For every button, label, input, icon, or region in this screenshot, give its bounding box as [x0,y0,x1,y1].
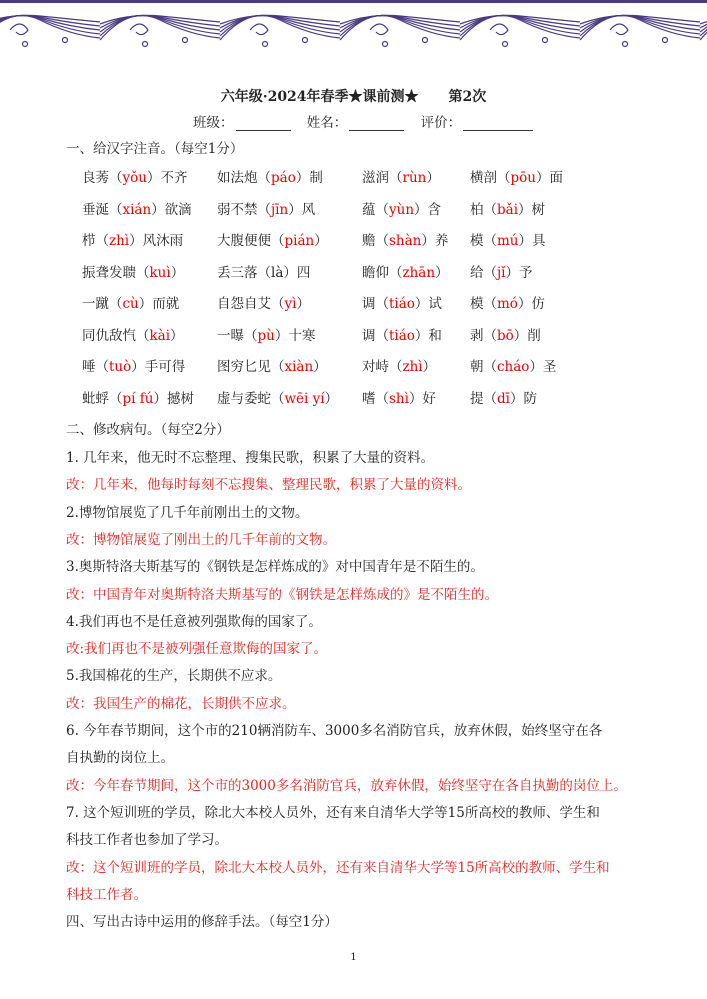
word-text: 唾（ [82,359,109,375]
pinyin-answer: kuì [149,264,171,281]
word-text: ）予 [505,264,533,281]
word-text: ）而就 [138,296,180,312]
word-text: ）十寒 [274,327,316,344]
pinyin-item [217,324,315,344]
word-text: ）撼树 [153,390,194,407]
pinyin-answer: tiáo [389,296,415,312]
word-text: ）养 [421,233,449,249]
corrected-sentence: 改：我国生产的棉花，长期供不应求。 [66,695,296,712]
pinyin-item [362,355,436,375]
corrected-sentence: 改：这个短训班的学员，除北大本校人员外，还有来自清华大学等15所高校的教师、学生和 [66,859,610,876]
pinyin-answer: mú [497,233,519,249]
word-text: ）仿 [517,296,545,312]
word-text: 良莠（ [82,170,123,186]
pinyin-item [217,387,338,407]
session-number: 第2次 [448,89,487,105]
word-text: 瞻仰（ [362,264,403,281]
pinyin-item [470,387,537,407]
pinyin-answer: xiàn [284,359,314,375]
pinyin-item [217,229,328,249]
word-text: ） [313,359,327,375]
word-text: 朝（ [470,359,497,375]
sentence: 自执勤的岗位上。 [66,750,174,767]
corrected-sentence: 改:我们再也不是被列强任意欺侮的国家了。 [66,641,328,658]
sentence: 2.博物馆展览了几千年前刚出土的文物。 [66,504,309,521]
pinyin-item [470,229,546,249]
word-text: 虚与委蛇（ [217,390,285,407]
pinyin-item [362,324,442,344]
word-text: 同仇敌忾（ [82,327,150,344]
corrected-sentence: 改：几年来，他每时每刻不忘搜集、整理民歌，积累了大量的资料。 [66,477,471,494]
word-text: ）圣 [529,359,557,375]
pinyin-item [82,387,194,407]
pinyin-item [470,292,545,312]
pinyin-item [217,198,315,218]
pinyin-item [217,292,310,312]
pinyin-item [362,387,436,407]
word-text: 振聋发聩（ [82,264,150,281]
pinyin-item [82,292,179,312]
pinyin-item [217,261,310,281]
pinyin-item [470,261,533,281]
word-text: 一蹴（ [82,296,123,312]
word-text: ）欲滴 [151,201,192,218]
word-text: ） [426,170,440,186]
word-text: ） [435,264,449,281]
pinyin-answer: tuò [109,359,132,375]
pinyin-answer: yì [284,296,297,312]
word-text: 大腹便便（ [217,233,285,249]
pinyin-answer: dī [497,390,510,407]
pinyin-item [82,166,187,186]
word-text: ）防 [509,390,537,407]
pinyin-item [362,229,448,249]
word-text: 横剖（ [470,170,511,186]
name-label: 姓名： [306,115,348,131]
pinyin-answer: shàn [389,233,422,249]
pinyin-item [362,261,449,281]
pinyin-item [217,166,323,186]
word-text: ） [422,359,437,375]
pinyin-answer: xián [122,201,152,218]
pinyin-answer: yùn [389,201,415,218]
pinyin-item [217,355,327,375]
word-text: 调（ [362,327,389,344]
word-text: 柏（ [470,201,497,218]
word-text: 模（ [470,233,497,249]
class-field[interactable] [236,116,291,131]
word-text: ）削 [513,327,541,344]
word-text: ）风 [288,201,316,218]
word-text: ） [324,390,339,407]
pinyin-answer: jǐ [497,264,506,281]
word-text: ） [170,327,184,344]
pinyin-answer: zhì [402,359,423,375]
word-text: 图穷匕见（ [217,359,285,375]
pinyin-item [82,261,184,281]
word-text: 调（ [362,296,389,312]
word-text: 模（ [470,296,497,312]
word-text: ）制 [295,170,323,186]
corrected-sentence: 科技工作者。 [66,886,147,903]
student-info-line [193,111,545,131]
pinyin-item [470,355,556,375]
word-text: ） [314,233,328,249]
page-title [0,86,707,106]
pinyin-answer: bǎi [497,201,519,218]
pinyin-item [470,198,545,218]
pinyin-answer: kài [149,327,171,344]
pinyin-answer: pù [257,327,275,344]
pinyin-answer: cù [122,296,139,312]
word-text: ） [296,296,310,312]
pinyin-item [82,324,184,344]
pinyin-answer: wēi yí [284,390,325,407]
pinyin-item [470,324,541,344]
sentence: 6. 今年春节期间，这个市的210辆消防车、3000多名消防官兵，放弃休假，始终坚守在各 [66,723,603,739]
wave-banner-decoration [0,0,707,52]
word-text: 提（ [470,390,497,407]
eval-field[interactable] [463,116,533,131]
title-text: 六年级·2024年春季★课前测★ [220,89,419,105]
word-text: 剥（ [470,327,497,344]
word-text: 蚍蜉（ [82,390,123,407]
word-text: 嗜（ [362,390,389,407]
word-text: ） [170,264,185,281]
sentence: 7. 这个短训班的学员，除北大本校人员外，还有来自清华大学等15所高校的教师、学生和 [66,804,600,821]
section1-heading: 一、给汉字注音。（每空1分） [66,141,244,157]
pinyin-answer: tiáo [389,327,415,344]
pinyin-answer: yǒu [122,170,147,186]
pinyin-answer: pián [284,233,315,249]
word-text: ）好 [408,390,436,407]
word-text: ）具 [518,233,546,249]
pinyin-answer: bō [497,327,514,344]
pinyin-item [362,166,440,186]
pinyin-item [470,166,563,186]
word-text: 栉（ [82,233,109,249]
word-text: 对峙（ [362,359,403,375]
pinyin-item [82,355,185,375]
corrected-sentence: 改：中国青年对奥斯特洛夫斯基写的《钢铁是怎样炼成的》是不陌生的。 [66,586,498,603]
sentence: 4.我们再也不是任意被列强欺侮的国家了。 [66,613,322,630]
pinyin-answer: jīn [271,201,289,218]
corrected-sentence: 改：今年春节期间，这个市的3000多名消防官兵，放弃休假，始终坚守在各自执勤的岗位上。 [66,777,627,794]
word-text: ）和 [414,327,442,344]
word-text: 弱不禁（ [217,201,271,218]
pinyin-answer: pí fú [122,390,154,407]
corrected-sentence: 改：博物馆展览了刚出土的几千年前的文物。 [66,531,336,548]
pinyin-answer: páo [271,170,296,186]
page-number: 1 [350,952,357,963]
pinyin-item [82,198,192,218]
eval-label: 评价： [420,115,462,131]
name-field[interactable] [349,116,404,131]
word-text: 蕴（ [362,201,389,218]
pinyin-item [362,198,441,218]
sentence: 5.我国棉花的生产，长期供不应求。 [66,668,282,685]
word-text: ）不齐 [146,170,188,186]
pinyin-answer: mó [497,296,518,312]
section4-heading: 四、写出古诗中运用的修辞手法。（每空1分） [66,914,338,930]
word-text: 赡（ [362,233,389,249]
word-text: 如法炮（ [217,170,271,186]
word-text: 滋润（ [362,170,403,186]
word-text: ）风沐雨 [129,233,184,249]
word-text: 一曝（ [217,327,258,344]
word-text: ）树 [518,201,546,218]
pinyin-answer: cháo [497,359,530,375]
section2-heading: 二、修改病句。（每空2分） [66,422,230,438]
sentence: 1. 几年来，他无时不忘整理、搜集民歌，积累了大量的资料。 [66,450,435,466]
sentence: 3.奥斯特洛夫斯基写的《钢铁是怎样炼成的》对中国青年是不陌生的。 [66,559,484,576]
word-text: ）手可得 [131,359,186,375]
word-text: 丢三落（là）四 [217,264,311,281]
word-text: 自怨自艾（ [217,296,285,312]
pinyin-item [82,229,183,249]
sentence: 科技工作者也参加了学习。 [66,832,228,849]
pinyin-answer: rùn [402,170,427,186]
word-text: ）含 [414,201,442,218]
pinyin-answer: shì [389,390,409,407]
word-text: 垂涎（ [82,201,123,218]
class-label: 班级： [193,115,234,131]
word-text: ）试 [414,296,442,312]
pinyin-item [362,292,442,312]
word-text: 给（ [470,264,497,281]
pinyin-answer: zhān [402,264,436,281]
pinyin-answer: zhì [109,233,130,249]
pinyin-answer: pōu [510,170,536,186]
word-text: ）面 [535,170,563,186]
